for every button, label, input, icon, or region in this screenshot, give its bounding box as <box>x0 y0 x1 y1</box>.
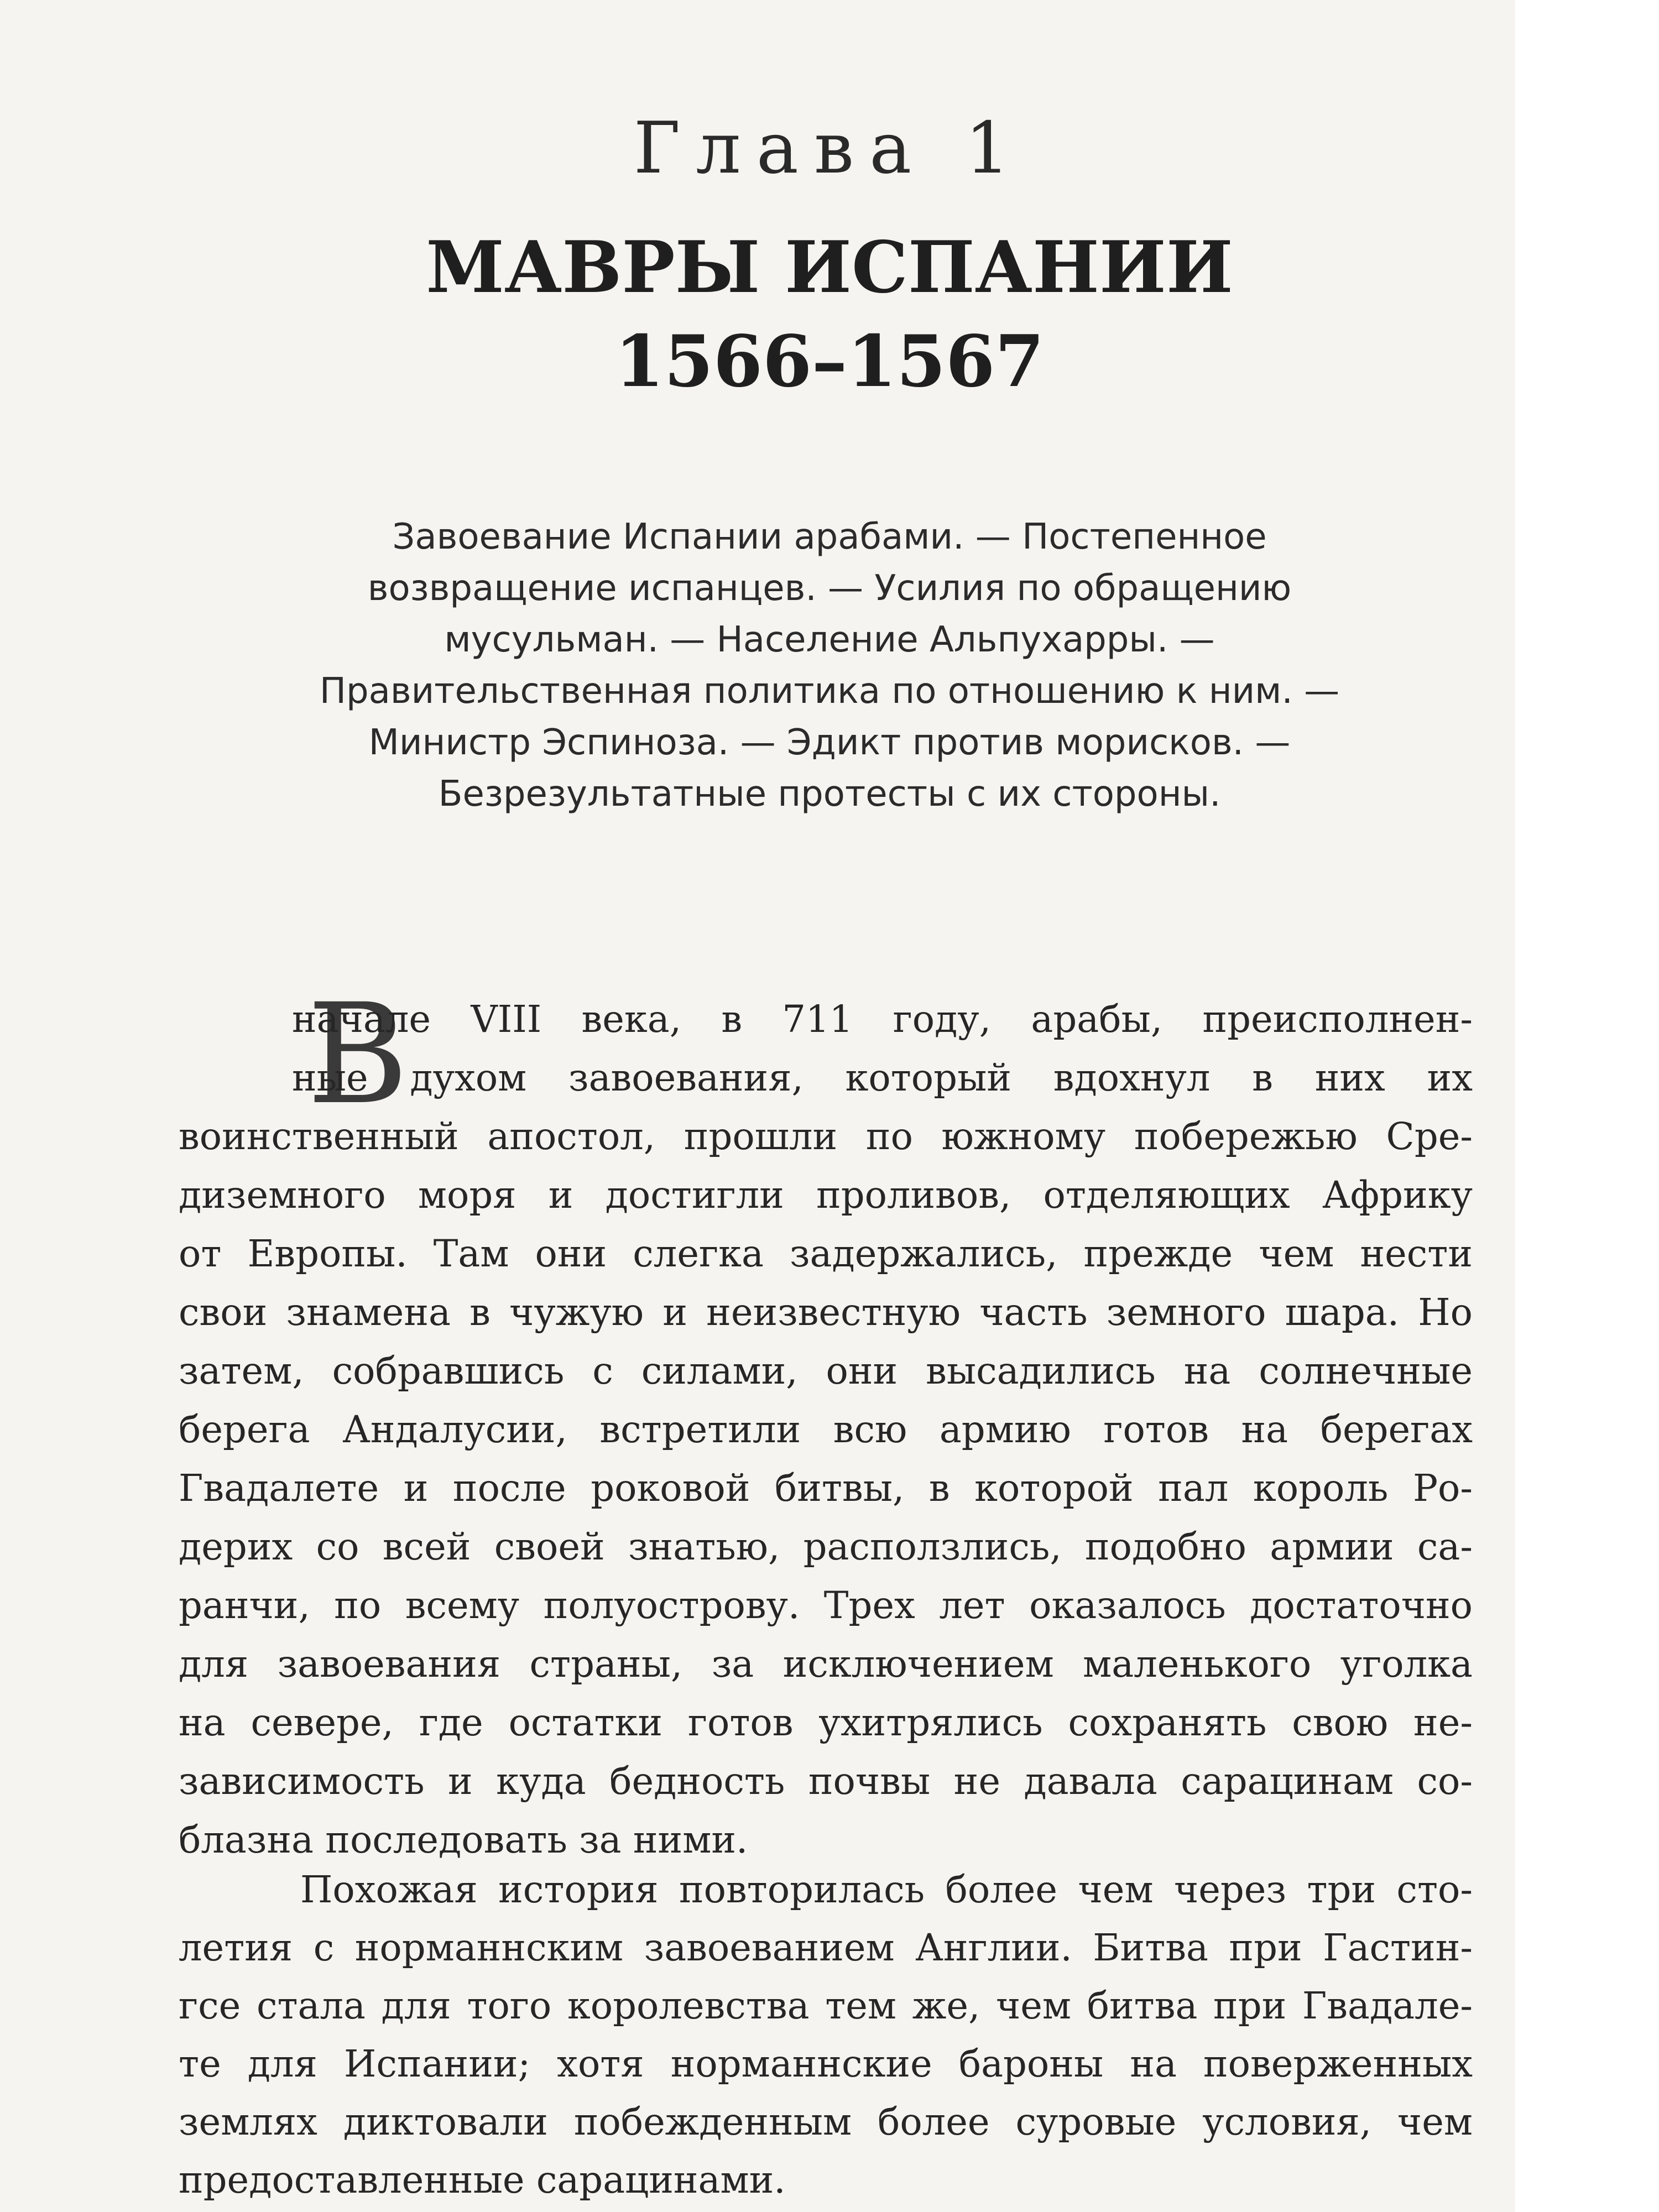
text-line: затем, собравшись с силами, они высадились на солнечные <box>179 1349 1473 1392</box>
text-line: блазна последовать за ними. <box>179 1818 748 1861</box>
text-line: Гвадалете и после роковой битвы, в которой пал король Ро- <box>179 1467 1473 1510</box>
text-line: диземного моря и достигли проливов, отделяющих Африку <box>179 1173 1473 1217</box>
text-line: те для Испании; хотя норманнские бароны на поверженных <box>179 2042 1473 2085</box>
paragraph-1 <box>179 990 1473 1869</box>
text-line: от Европы. Там они слегка задержались, прежде чем нести <box>179 1232 1473 1275</box>
text-line: предоставленные сарацинами. <box>179 2158 786 2201</box>
text-line: свои знамена в чужую и неизвестную часть земного шара. Но <box>179 1291 1473 1334</box>
text-line: для завоевания страны, за исключением маленького уголка <box>179 1642 1473 1686</box>
paragraph-2 <box>179 1861 1473 2209</box>
text-line: ранчи, по всему полуострову. Трех лет оказалось достаточно <box>179 1584 1473 1627</box>
text-line: начале VIII века, в 711 году, арабы, преисполнен- <box>292 998 1473 1041</box>
text-line: летия с норманнским завоеванием Англии. Битва при Гастин- <box>179 1926 1473 1969</box>
chapter-label: Глава 1 <box>633 107 1026 190</box>
synopsis-line: Правительственная политика по отношению к ним. — <box>319 671 1340 712</box>
text-line: Похожая история повторилась более чем через три сто- <box>300 1868 1473 1911</box>
synopsis-line: мусульман. — Население Альпухарры. — <box>444 619 1215 660</box>
synopsis-line: Завоевание Испании арабами. — Постепенное <box>392 517 1267 557</box>
text-line: зависимость и куда бедность почвы не давала сарацинам со- <box>179 1760 1473 1803</box>
chapter-years: 1566–1567 <box>614 320 1045 403</box>
text-line: на севере, где остатки готов ухитрялись сохранять свою не- <box>179 1701 1473 1744</box>
chapter-synopsis <box>0 512 1659 820</box>
text-line: дерих со всей своей знатью, расползлись, подобно армии са- <box>179 1525 1473 1568</box>
synopsis-line: Министр Эспиноза. — Эдикт против морисков. — <box>368 722 1291 763</box>
synopsis-line: возвращение испанцев. — Усилия по обращению <box>367 568 1292 609</box>
synopsis-line: Безрезультатные протесты с их стороны. <box>438 774 1221 815</box>
text-line: берега Андалусии, встретили всю армию готов на берегах <box>179 1408 1473 1451</box>
text-line: ные духом завоевания, который вдохнул в них их <box>292 1056 1473 1099</box>
drop-cap: В <box>307 974 409 1135</box>
text-line: землях диктовали побежденным более суровые условия, чем <box>179 2100 1473 2143</box>
chapter-title: МАВРЫ ИСПАНИИ <box>426 226 1233 309</box>
text-line: гсе стала для того королевства тем же, чем битва при Гвадале- <box>179 1984 1473 2027</box>
text-line: воинственный апостол, прошли по южному побережью Сре- <box>179 1115 1473 1158</box>
